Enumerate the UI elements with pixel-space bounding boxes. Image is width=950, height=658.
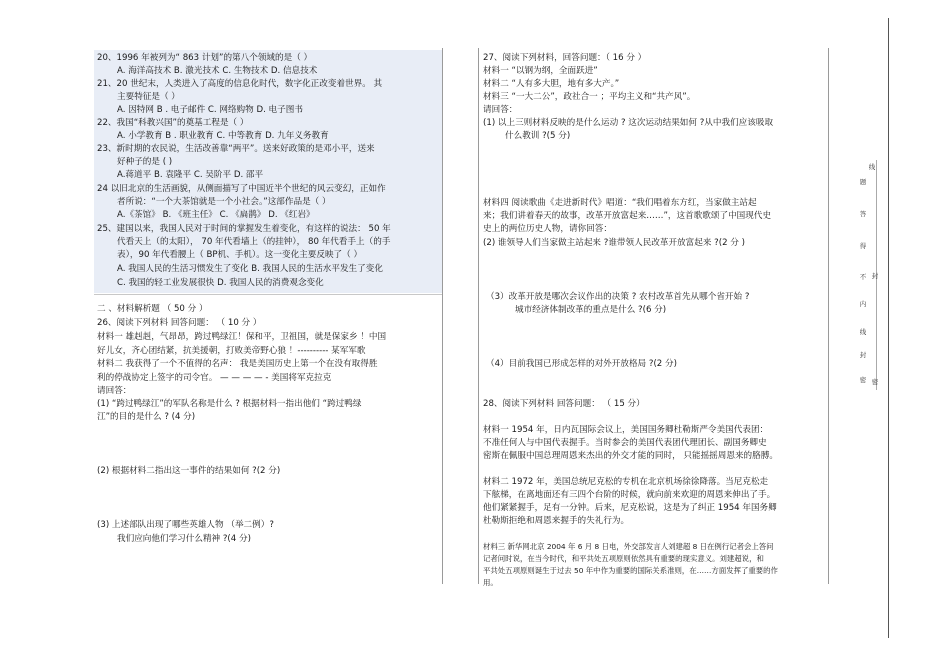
left-column-border [442, 48, 443, 584]
q28-material1-line3: 密斯在佩服中国总理周恩来杰出的外交才能的同时， 只能摇摇周恩来的胳膊。 [483, 451, 778, 461]
q28-material3-line4: 用。 [483, 578, 498, 587]
q27-ask: 请回答： [483, 105, 518, 115]
q20-options: A. 海洋高技术 B. 激光技术 C. 生物技术 D. 信息技术 [117, 66, 318, 76]
binding-char: 线 [859, 328, 867, 336]
q28-material2-line1: 材料二 1972 年，美国总统尼克松的专机在北京机场徐徐降落。当尼克松走 [483, 477, 769, 487]
q27-part1-line2: 什么教训 ?(5 分) [505, 131, 571, 141]
q22-stem: 22、我国“科教兴国”的奠基工程是（ ） [97, 118, 249, 128]
q26-part3-line2: 我们应向他们学习什么精神 ?(4 分) [117, 534, 251, 544]
q26-material2-line1: 材料二 我获得了一个不值得的名声： 我是美国历史上第一个在没有取得胜 [97, 359, 378, 369]
q26-part2: (2) 根据材料二指出这一事件的结果如何 ?(2 分) [97, 466, 281, 476]
q26-material1-line2: 好儿女，齐心团结紧，抗美援朝，打败美帝野心狼 ！---------- 某军军歌 [97, 346, 366, 356]
q27-material2: 材料二 “人有多大胆，地有多大产。” [483, 79, 620, 89]
q28-material2-line3: 他们紧紧握手，足有一分钟。后来，尼克松说，这是为了纠正 1954 年国务卿 [483, 503, 777, 513]
q23-options: A.蒋道平 B. 袁隆平 C. 吴阶平 D. 邵平 [117, 170, 264, 180]
binding-line [888, 18, 889, 638]
q28-material3-line2: 记者问时说，在当今时代，和平共处五项原则依然具有重要的现实意义。刘建超说，和 [483, 554, 764, 563]
binding-char: 内 [859, 300, 867, 308]
q26-material2-line2: 利的停战协定上签字的司令官。 — — — — - 美国将军克拉克 [97, 373, 332, 383]
q25-stem: 25、建国以来，我国人民对于时间的掌握发生着变化，有这样的说法： 50 年 [97, 224, 391, 234]
q26-part3-line1: (3) 上述部队出现了哪些英雄人物 （举二例）? [97, 520, 274, 530]
q28-material3-line3: 平共处五项原则诞生于过去 50 年中作为重要的国际关系准则，在……方面发挥了重要的作 [483, 566, 778, 575]
q26-ask: 请回答： [97, 386, 132, 396]
q26-material1-line1: 材料一 雄赳赳，气昂昂，跨过鸭绿江！保和平，卫祖国，就是保家乡 ！中国 [97, 332, 387, 342]
q28-material3-line1: 材料三 新华网北京 2004 年 6 月 8 日电，外交部发言人刘建超 8 日在例行记者会上答问 [483, 542, 774, 551]
section-divider [94, 294, 442, 295]
right-column-right-border [828, 48, 829, 584]
binding-char: 密 [871, 378, 879, 386]
q22-options: A. 小学教育 B . 职业教育 C. 中等教育 D. 九年义务教育 [117, 131, 329, 141]
binding-char: 封 [859, 351, 867, 359]
q21-options: A. 因特网 B . 电子邮件 C. 网络购物 D. 电子图书 [117, 105, 303, 115]
q23-stem: 23、新时期的农民说，生活改善靠“两平”。送来好政策的是邓小平，送来 [97, 144, 375, 154]
q25-option-a: A. 我国人民的生活习惯发生了变化 B. 我国人民的生活水平发生了变化 [117, 264, 383, 274]
q21-stem: 21、20 世纪末，人类进入了高度的信息化时代，数字化正改变着世界。 其 [97, 79, 383, 89]
q27-stem: 27、阅读下列材料，回答问题：（ 16 分 ） [483, 53, 647, 63]
q27-material4-line3: 史上的两位历史人物，请你回答： [483, 224, 612, 234]
q27-part3-line2: 城市经济体制改革的重点是什么 ?(6 分) [515, 305, 667, 315]
q25-option-b: C. 我国的轻工业发展很快 D. 我国人民的消费观念变化 [117, 278, 324, 288]
binding-char: 线 [868, 163, 876, 171]
q24-stem: 24 以旧北京的生活画貌，从侧面描写了中国近半个世纪的风云变幻，正如作 [97, 184, 386, 194]
q24-stem-2: 者所说：“一个大茶馆就是一个小社会。”这部作品是（ ） [117, 197, 331, 207]
q27-part4: （4）目前我国已形成怎样的对外开放格局 ?(2 分) [486, 359, 677, 369]
q28-material1-line1: 材料一 1954 年，日内瓦国际会议上，美国国务卿杜勒斯严令美国代表团： [483, 425, 769, 435]
q27-part2: (2) 谁领导人们当家做主站起来 ?谁带领人民改革开放富起来 ?(2 分 ) [483, 238, 745, 248]
q28-material2-line4: 杜勒斯拒绝和周恩来握手的失礼行为。 [483, 516, 630, 526]
q25-stem-2: 代看天上（的太阳）， 70 年代看墙上（的挂钟）， 80 年代看手上（的手 [117, 237, 391, 247]
q24-options: A.《茶馆》 B. 《班主任》 C. 《扁鹊》 D. 《红岩》 [117, 210, 315, 220]
q28-stem: 28、阅读下列材料 回答问题： （ 15 分） [483, 399, 645, 409]
q26-part1-line2: 江”的目的是什么 ? (4 分) [97, 412, 196, 422]
q28-material2-line2: 下舷梯，在离地面还有三四个台阶的时候，就向前来欢迎的周恩来伸出了手。 [483, 490, 776, 500]
q21-stem-2: 主要特征是（ ） [117, 92, 180, 102]
binding-char: 不 [859, 273, 867, 281]
q27-material4-line2: 来；我们讲着春天的故事，改革开放富起来……”，这首歌歌颂了中国现代史 [483, 211, 772, 221]
q27-part3-line1: （3）改革开放是哪次会议作出的决策 ? 农村改革首先从哪个省开始 ? [486, 292, 750, 302]
q27-part1-line1: (1) 以上三则材料反映的是什么运动 ? 这次运动结果如何 ?从中我们应该吸取 [483, 118, 774, 128]
q28-material1-line2: 不准任何人与中国代表握手。当时参会的美国代表团代理团长、副国务卿史 [483, 438, 767, 448]
q20-stem: 20、1996 年被列为“ 863 计划”的第八个领域的是（ ） [97, 53, 313, 63]
section-2-heading: 二 、材料解析题 （ 50 分 ） [97, 304, 208, 314]
binding-char: 得 [859, 242, 867, 250]
binding-char: 封 [871, 272, 879, 280]
q25-stem-3: 表），90 年代看腰上（ BP机、手机）。这一变化主要反映了（ ） [117, 250, 363, 260]
binding-char: 答 [859, 210, 867, 218]
q26-part1-line1: (1) “跨过鸭绿江”的军队名称是什么 ? 根据材料一指出他们 “跨过鸭绿 [97, 399, 362, 409]
q27-material3: 材料三 “一大二公”，政社合一 ；平均主义和“共产风”。 [483, 92, 696, 102]
binding-char: 题 [859, 178, 867, 186]
q26-stem: 26、阅读下列材料 回答问题： （ 10 分 ） [97, 318, 262, 328]
q27-material4-line1: 材料四 阅读歌曲《走进新时代》唱道：“我们唱着东方红，当家做主站起 [483, 198, 757, 208]
right-column-left-border [478, 48, 479, 584]
q23-stem-2: 好种子的是 ( ) [117, 157, 173, 167]
binding-char: 密 [859, 376, 867, 384]
q27-material1: 材料一 “以钢为纲，全面跃进” [483, 66, 598, 76]
